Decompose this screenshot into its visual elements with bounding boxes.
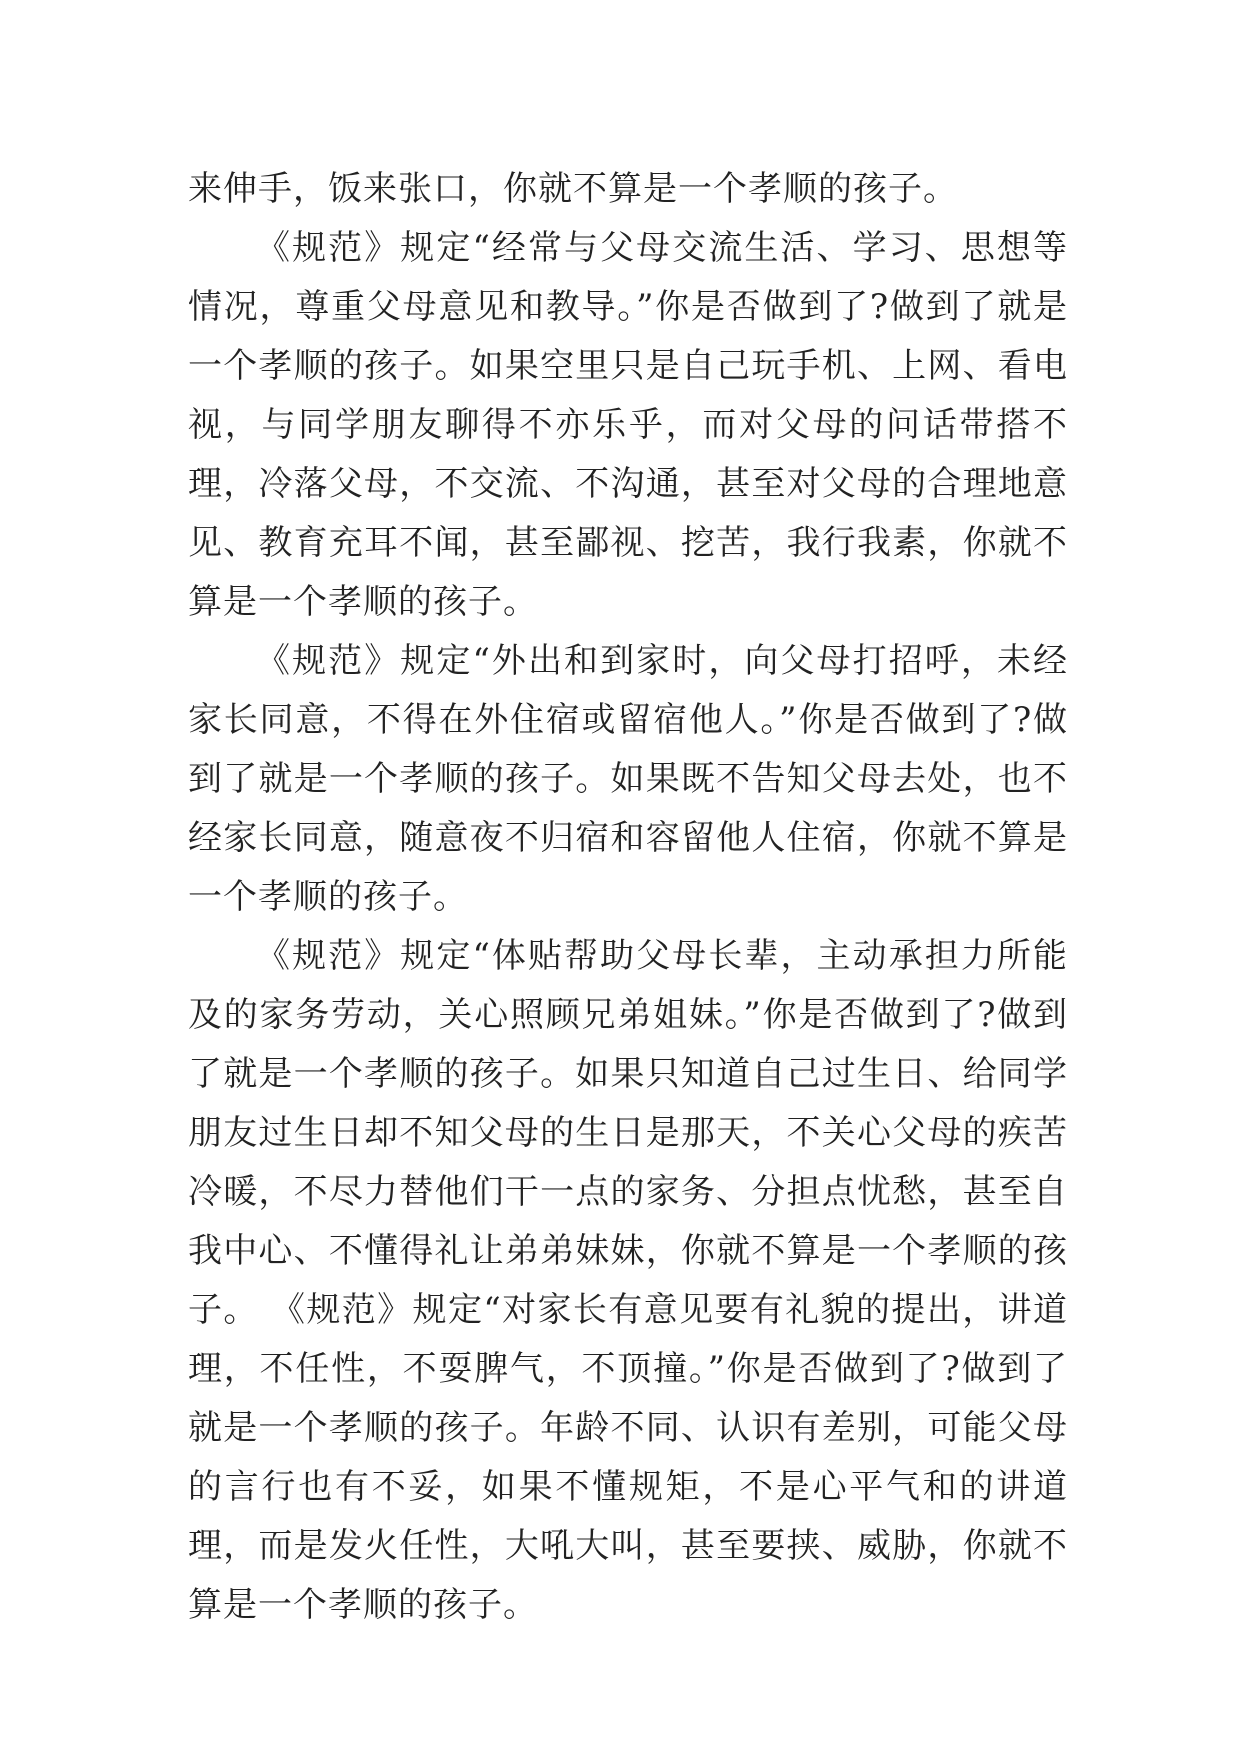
paragraph-continuation: 来伸手，饭来张口，你就不算是一个孝顺的孩子。 (188, 169, 958, 209)
paragraph-going-out: 《规范》规定“外出和到家时，向父母打招呼，未经家长同意，不得在外住宿或留宿他人。”你是否做到了?做到了就是一个孝顺的孩子。如果既不告知父母去处，也不经家长同意，随意夜不归宿和容留他人住宿，你就不算是一个孝顺的孩子。 (188, 641, 1068, 917)
paragraph-household: 《规范》规定“体贴帮助父母长辈，主动承担力所能及的家务劳动，关心照顾兄弟姐妹。”你是否做到了?做到了就是一个孝顺的孩子。如果只知道自己过生日、给同学朋友过生日却不知父母的生日是那天，不关心父母的疾苦冷暖，不尽力替他们干一点的家务、分担点忧愁，甚至自我中心、不懂得礼让弟弟妹妹，你就不算是一个孝顺的孩子。 《规范》规定“对家长有意见要有礼貌的提出，讲道理，不任性，不耍脾气，不顶撞。”你是否做到了?做到了就是一个孝顺的孩子。年龄不同、认识有差别，可能父母的言行也有不妥，如果不懂规矩，不是心平气和的讲道理，而是发火任性，大吼大叫，甚至要挟、威胁，你就不算是一个孝顺的孩子。 (188, 936, 1068, 1625)
document-body (188, 160, 1068, 1635)
paragraph-communication: 《规范》规定“经常与父母交流生活、学习、思想等情况，尊重父母意见和教导。”你是否做到了?做到了就是一个孝顺的孩子。如果空里只是自己玩手机、上网、看电视，与同学朋友聊得不亦乐乎，而对父母的问话带搭不理，冷落父母，不交流、不沟通，甚至对父母的合理地意见、教育充耳不闻，甚至鄙视、挖苦，我行我素，你就不算是一个孝顺的孩子。 (188, 228, 1068, 622)
